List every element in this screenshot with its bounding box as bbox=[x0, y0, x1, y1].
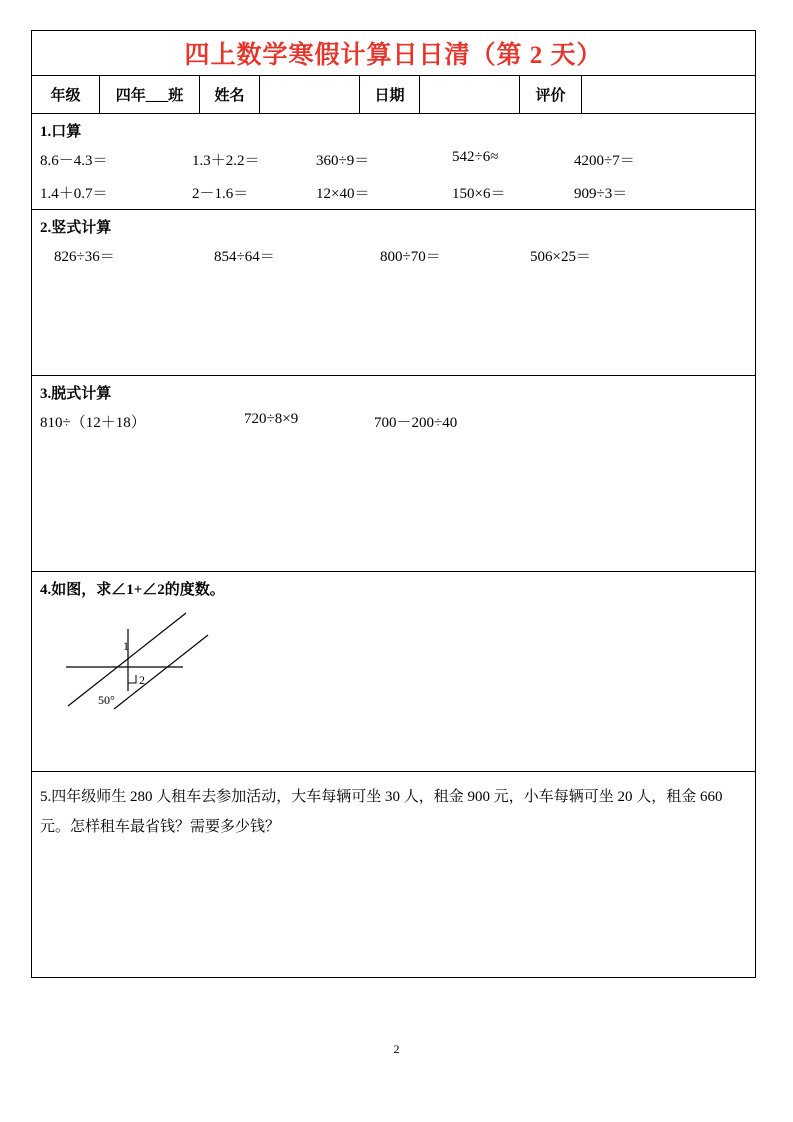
problem-item: 720÷8×9 bbox=[244, 411, 299, 427]
name-label: 姓名 bbox=[200, 76, 260, 113]
problem-item: 700－200÷40 bbox=[374, 415, 458, 431]
section-2-heading: 2.竖式计算 bbox=[40, 220, 112, 236]
problem-item: 150×6＝ bbox=[452, 186, 506, 202]
angle-label-1: 1 bbox=[123, 639, 129, 653]
grade-label: 年级 bbox=[32, 76, 100, 113]
problem-item: 8.6－4.3＝ bbox=[40, 153, 108, 169]
section-3-heading: 3.脱式计算 bbox=[40, 386, 112, 402]
section-4-heading: 4.如图，求∠1+∠2的度数。 bbox=[40, 582, 225, 598]
worksheet-table bbox=[31, 30, 756, 978]
section-angle-figure bbox=[32, 572, 755, 772]
date-value[interactable] bbox=[420, 76, 520, 113]
problem-row bbox=[32, 143, 755, 176]
problem-item: 2－1.6＝ bbox=[192, 186, 249, 202]
problem-row bbox=[32, 405, 755, 438]
angle-figure bbox=[58, 601, 238, 721]
title-row bbox=[32, 31, 755, 76]
section-word-problem bbox=[32, 772, 755, 977]
problem-row bbox=[32, 239, 755, 272]
section-vertical-calculation bbox=[32, 210, 755, 376]
problem-item: 360÷9＝ bbox=[316, 153, 370, 169]
section-5-heading: 5.四年级师生 280 人租车去参加活动，大车每辆可坐 30 人，租金 900 元，小车每辆可坐 20 人，租金 660 元。怎样租车最省钱？需要多少钱？ bbox=[40, 789, 723, 835]
problem-item: 1.4＋0.7＝ bbox=[40, 186, 108, 202]
page-number: 2 bbox=[393, 1042, 400, 1056]
problem-item: 810÷（12＋18） bbox=[40, 415, 146, 431]
evaluation-label: 评价 bbox=[520, 76, 582, 113]
problem-item: 909÷3＝ bbox=[574, 186, 628, 202]
section-1-heading: 1.口算 bbox=[40, 124, 82, 140]
problem-item: 542÷6≈ bbox=[452, 149, 499, 165]
angle-diagram-svg bbox=[58, 601, 238, 721]
evaluation-value[interactable] bbox=[582, 76, 755, 113]
problem-row bbox=[32, 176, 755, 209]
section-stepwise-calculation bbox=[32, 376, 755, 572]
problem-item: 826÷36＝ bbox=[54, 249, 115, 265]
angle-label-2: 2 bbox=[139, 673, 145, 687]
problem-item: 506×25＝ bbox=[530, 249, 591, 265]
angle-label-50deg: 50° bbox=[98, 693, 115, 707]
grade-value[interactable]: 四年___班 bbox=[100, 76, 200, 113]
page-title: 四上数学寒假计算日日清（第 2 天） bbox=[184, 42, 603, 69]
problem-item: 800÷70＝ bbox=[380, 249, 441, 265]
section-oral-calculation bbox=[32, 114, 755, 210]
problem-item: 854÷64＝ bbox=[214, 249, 275, 265]
date-label: 日期 bbox=[360, 76, 420, 113]
problem-item: 4200÷7＝ bbox=[574, 153, 635, 169]
student-info-row bbox=[32, 76, 755, 114]
problem-item: 12×40＝ bbox=[316, 186, 370, 202]
name-value[interactable] bbox=[260, 76, 360, 113]
problem-item: 1.3＋2.2＝ bbox=[192, 153, 260, 169]
